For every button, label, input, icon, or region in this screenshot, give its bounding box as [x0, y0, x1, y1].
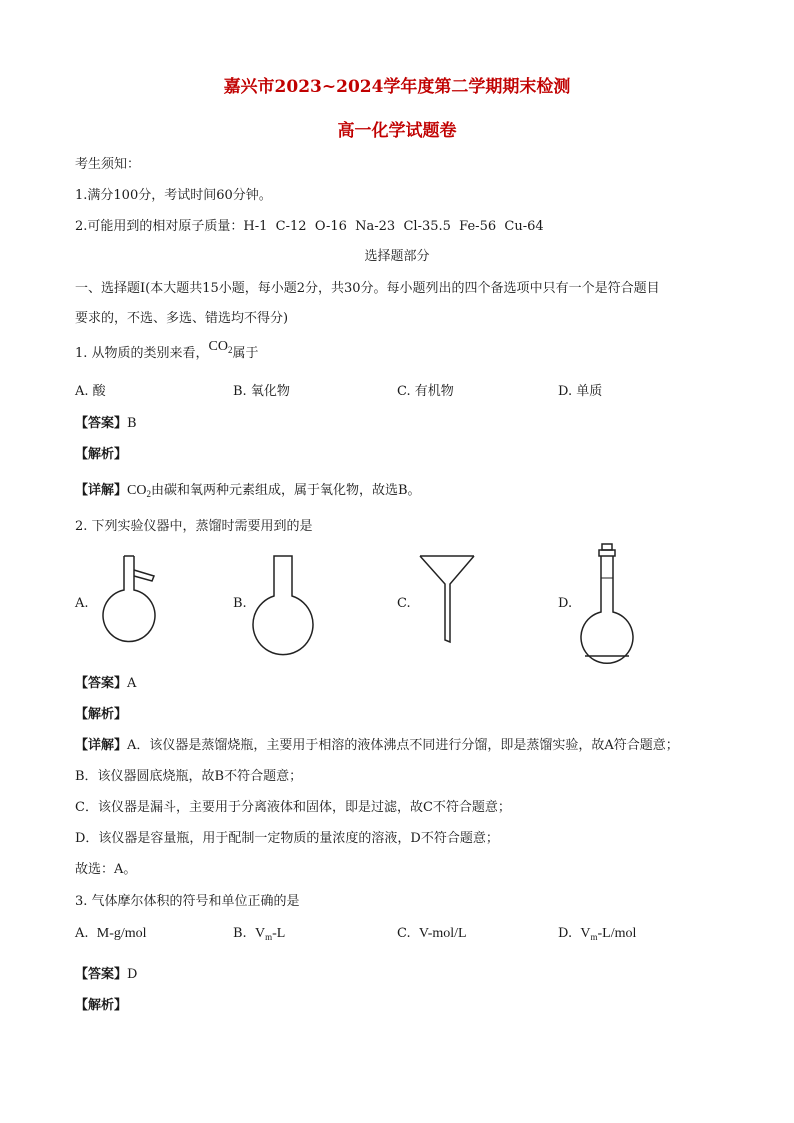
q2-detail-line-5: 故选：A。	[75, 862, 137, 877]
q3-stem: 3. 气体摩尔体积的符号和单位正确的是	[75, 894, 300, 909]
q1-analysis	[75, 443, 127, 462]
q2-detail-line-4: D．该仪器是容量瓶，用于配制一定物质的量浓度的溶液，D不符合题意；	[75, 831, 499, 846]
q1-stem	[75, 339, 259, 362]
q1-answer	[75, 412, 137, 431]
q3-option-a-formula: M-g/mol	[96, 926, 147, 941]
analysis-label: 【解析】	[75, 707, 128, 722]
round-bottom-flask-icon	[252, 554, 322, 654]
q1-stem-suffix: 属于	[232, 346, 259, 361]
q1-detail	[75, 479, 421, 499]
q3-option-b-letter: B.	[233, 926, 247, 941]
q3-option-d	[558, 926, 636, 942]
q3-option-c-formula: V-mol/L	[418, 926, 467, 941]
q1-detail-formula-sub: 2	[146, 489, 151, 499]
volumetric-flask-icon	[575, 542, 639, 664]
q2-option-c-letter: C.	[397, 596, 411, 611]
section-intro-line1: 一、选择题Ⅰ(本大题共15小题，每小题2分，共30分。每小题列出的四个备选项中只有一个是符合题目	[75, 281, 660, 296]
q2-detail-text-1: A．该仪器是蒸馏烧瓶，主要用于相溶的液体沸点不同进行分馏，即是蒸馏实验，故A符合题意；	[127, 738, 679, 753]
answer-label: 【答案】	[75, 416, 128, 431]
q3-option-b-formula	[255, 926, 285, 941]
document-title: 嘉兴市2023~2024学年度第二学期期末检测	[223, 77, 571, 97]
q3-option-a-letter: A.	[75, 926, 89, 941]
q1-detail-text: 由碳和氧两种元素组成，属于氧化物，故选B。	[150, 483, 421, 498]
q2-stem: 2. 下列实验仪器中，蒸馏时需要用到的是	[75, 519, 313, 534]
q1-detail-formula	[127, 483, 151, 498]
q3-option-d-main: V	[580, 926, 591, 941]
answer-label: 【答案】	[75, 676, 128, 691]
q3-answer	[75, 963, 137, 982]
q2-option-d-letter: D.	[558, 596, 573, 611]
q1-stem-prefix: 1. 从物质的类别来看，	[75, 346, 209, 361]
q1-formula	[209, 339, 233, 354]
q3-option-c	[397, 926, 467, 942]
answer-label: 【答案】	[75, 967, 128, 982]
distillation-flask-icon	[90, 550, 160, 660]
q3-option-d-sub: m	[590, 932, 598, 942]
q3-option-a	[75, 926, 147, 942]
q1-formula-sub: 2	[228, 345, 233, 355]
analysis-label: 【解析】	[75, 447, 128, 462]
funnel-icon	[418, 554, 478, 646]
analysis-label: 【解析】	[75, 998, 128, 1013]
notice-item-2: 2.可能用到的相对原子质量：H-1 C-12 O-16 Na-23 Cl-35.5 Fe-56 Cu-64	[75, 219, 544, 234]
q3-answer-value: D	[127, 967, 138, 982]
notice-heading: 考生须知：	[75, 157, 141, 172]
q2-detail-line-2: B．该仪器圆底烧瓶，故B不符合题意；	[75, 769, 303, 784]
q3-option-d-letter: D.	[558, 926, 573, 941]
q2-option-a-letter: A.	[75, 596, 89, 611]
detail-label: 【详解】	[75, 483, 128, 498]
q2-analysis	[75, 703, 127, 722]
notice-item-1: 1.满分100分，考试时间60分钟。	[75, 188, 272, 203]
q2-detail-line-3: C．该仪器是漏斗，主要用于分离液体和固体，即是过滤，故C不符合题意；	[75, 800, 511, 815]
q3-option-c-letter: C.	[397, 926, 411, 941]
q3-option-b-main: V	[254, 926, 266, 941]
q3-option-b-rest: -L	[272, 926, 286, 941]
q3-option-b-sub: m	[265, 932, 273, 942]
section-name: 选择题部分	[364, 249, 430, 264]
q3-option-d-rest: -L/mol	[597, 926, 637, 941]
q1-detail-formula-main: CO	[127, 483, 147, 498]
q2-answer	[75, 672, 136, 691]
q3-option-b	[233, 926, 285, 942]
q2-detail-line-1	[75, 734, 679, 753]
q1-answer-value: B	[127, 416, 137, 431]
q1-option-b: B. 氧化物	[233, 384, 290, 399]
q2-option-b-letter: B.	[233, 596, 247, 611]
q1-formula-main: CO	[208, 339, 228, 354]
detail-label: 【详解】	[75, 738, 128, 753]
q1-option-c: C. 有机物	[397, 384, 454, 399]
document-subtitle: 高一化学试题卷	[337, 121, 457, 141]
q1-option-a: A. 酸	[75, 384, 106, 399]
section-intro-line2: 要求的，不选、多选、错选均不得分)	[75, 311, 289, 326]
q2-answer-value: A	[127, 676, 137, 691]
q3-analysis	[75, 994, 127, 1013]
q3-option-d-formula	[580, 926, 636, 941]
q1-option-d: D. 单质	[558, 384, 603, 399]
